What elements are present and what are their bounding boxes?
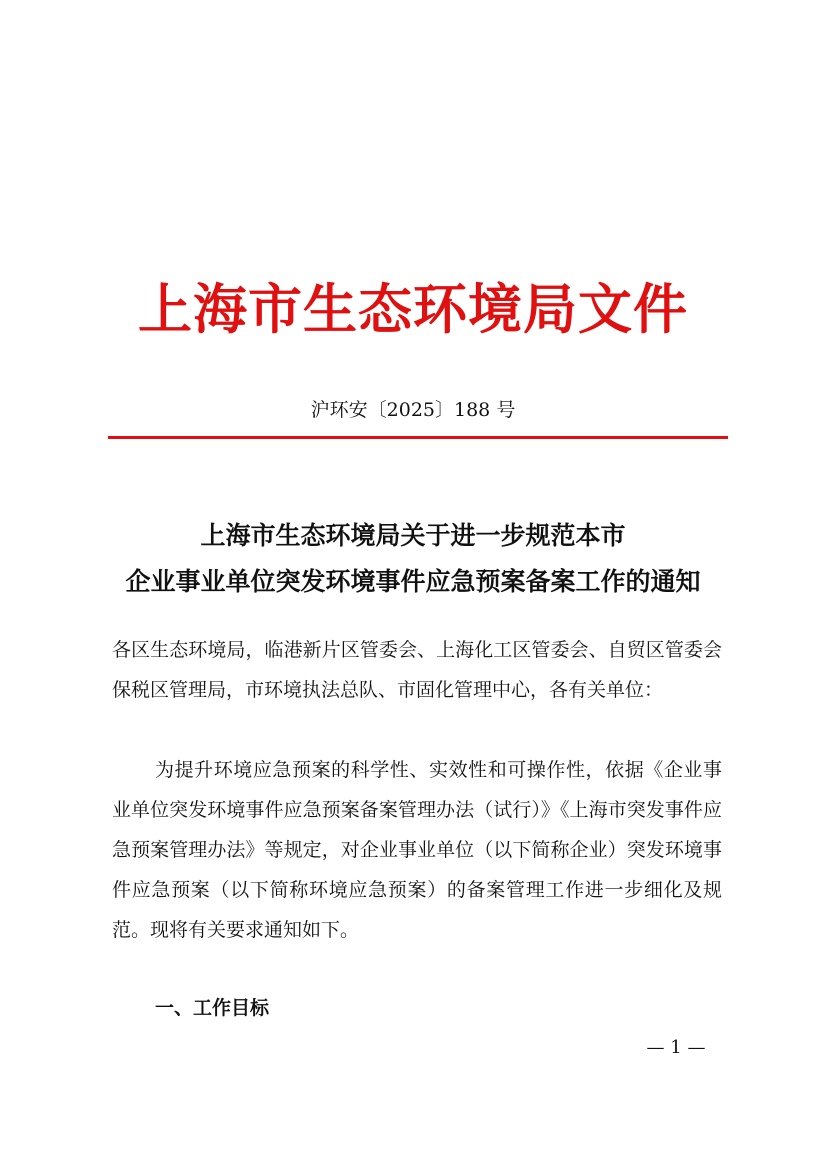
body-paragraph: 为提升环境应急预案的科学性、实效性和可操作性，依据《企业事业单位突发环境事件应急预案备案管理办法（试行）》《上海市突发事件应急预案管理办法》等规定，对企业事业单位（以下简称企业）突发环境事件应急预案（以下简称环境应急预案）的备案管理工作进一步细化及规范。现将有关要求通知如下。: [112, 759, 722, 941]
document-masthead: 上海市生态环境局文件: [138, 278, 688, 341]
document-title-line-1: 上海市生态环境局关于进一步规范本市: [200, 521, 626, 550]
red-divider-line: [108, 436, 728, 439]
section-heading: 一、工作目标: [155, 997, 270, 1019]
document-number: 沪环安〔2025〕188 号: [310, 399, 516, 421]
page-number: — 1 —: [646, 1037, 706, 1058]
document-title-line-2: 企业事业单位突发环境事件应急预案备案工作的通知: [125, 567, 701, 596]
addressee-paragraph: 各区生态环境局，临港新片区管委会、上海化工区管委会、自贸区管委会保税区管理局，市环境执法总队、市固化管理中心，各有关单位：: [112, 639, 722, 701]
